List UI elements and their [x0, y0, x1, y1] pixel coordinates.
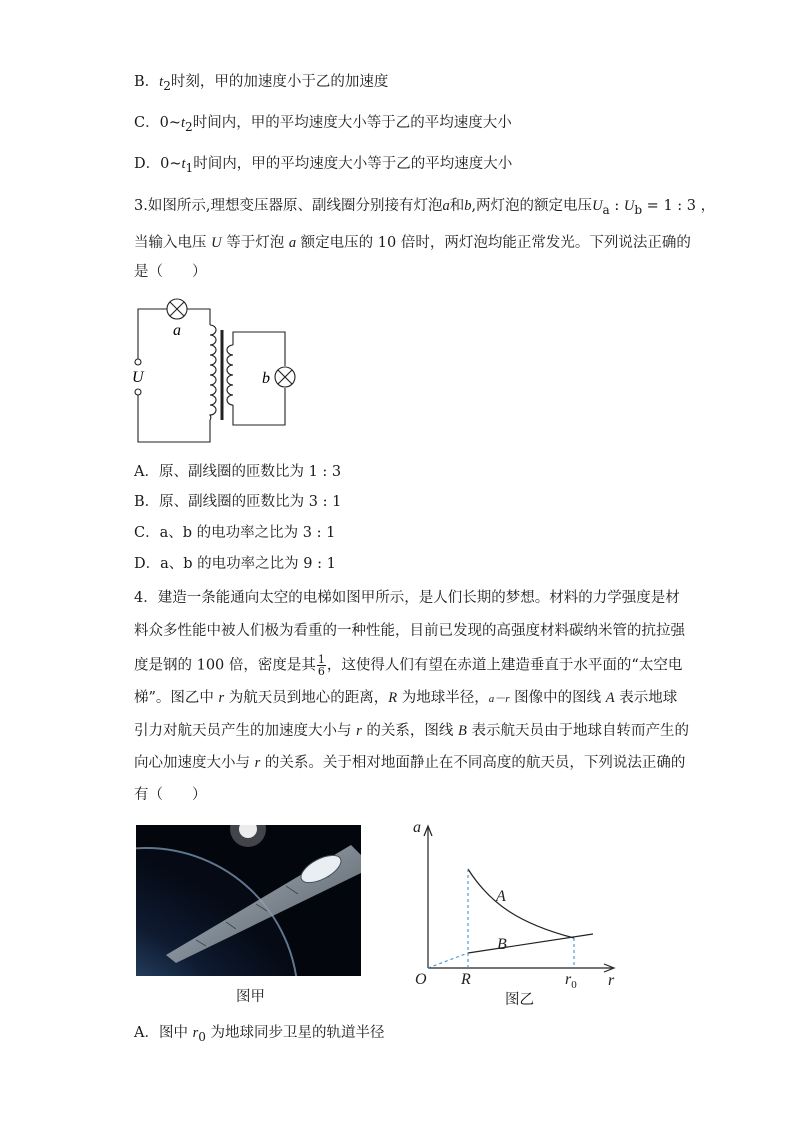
text: 等于灯泡 — [221, 235, 289, 251]
subscript: 2 — [163, 78, 171, 93]
subscript: b — [634, 202, 643, 217]
text: 3.如图所示,理想变压器原、副线圈分别接有灯泡 — [134, 198, 443, 214]
text: 梯”。图乙中 — [134, 690, 219, 706]
text: 为地球半径， — [397, 690, 489, 706]
var-A: A — [605, 690, 615, 706]
text: 向心加速度大小与 — [134, 755, 255, 771]
fraction-denominator: 6 — [317, 665, 325, 678]
text: 图像中的图线 — [509, 690, 606, 706]
q3-stem-line2 — [134, 233, 691, 253]
option-letter: B． — [134, 74, 160, 90]
text: 表示航天员由于地球自转而产生的 — [466, 723, 689, 739]
text: 表示地球 — [614, 690, 678, 706]
figure-caption-jia: 图甲 — [236, 989, 265, 1005]
lamp-b-label: b — [262, 370, 270, 387]
q2-option-b — [134, 72, 388, 96]
q3-option-a: A．原、副线圈的匝数比为 1 : 3 — [134, 464, 342, 480]
q3-stem-line1 — [134, 196, 715, 220]
voltage-label: U — [132, 369, 144, 386]
subscript: 0 — [198, 1029, 206, 1044]
q4-stem-line4 — [134, 688, 677, 709]
q3-option-b: B．原、副线圈的匝数比为 3 : 1 — [134, 494, 342, 510]
var-U: U — [592, 198, 603, 214]
interval-start: 0~ — [159, 115, 181, 131]
q4-stem-line1: 4．建造一条能通向太空的电梯如图甲所示，是人们长期的梦想。材料的力学强度是材 — [134, 590, 680, 606]
var-B: B — [457, 723, 467, 739]
q2-option-c — [134, 113, 512, 137]
q2-option-d — [134, 154, 512, 178]
text: 度是钢的 100 倍，密度是其 — [134, 657, 316, 674]
r0-main: r — [565, 971, 572, 988]
text: 的关系。关于相对地面静止在不同高度的航天员，下列说法正确的 — [260, 755, 686, 771]
q3-option-c: C．a、b 的电功率之比为 3 : 1 — [134, 525, 336, 541]
var-r: r — [356, 723, 362, 739]
line-B-extension — [428, 953, 468, 968]
q4-stem-line6 — [134, 753, 685, 773]
var-U: U — [623, 198, 635, 214]
tick-label-R: R — [461, 971, 471, 988]
q4-stem-line5 — [134, 721, 689, 741]
subscript: 2 — [185, 119, 193, 134]
var-t: t — [181, 156, 186, 172]
y-axis-label: a — [413, 819, 421, 836]
space-elevator-photo — [136, 825, 361, 976]
option-text: 时刻，甲的加速度小于乙的加速度 — [170, 74, 389, 90]
option-text: 时间内，甲的平均速度大小等于乙的平均速度大小 — [192, 115, 512, 131]
text: A．图中 — [134, 1025, 193, 1041]
text: 当输入电压 — [134, 235, 212, 251]
interval-start: 0~ — [160, 156, 182, 172]
fraction-one-sixth — [317, 654, 326, 677]
text: ，这使得人们有望在赤道上建造垂直于水平面的“太空电 — [326, 657, 683, 674]
text: 为地球同步卫星的轨道半径 — [205, 1025, 385, 1041]
var-r: r — [254, 755, 261, 771]
line-B-label: B — [497, 936, 507, 953]
text: ,两灯泡的额定电压 — [471, 198, 593, 214]
q3-stem-line3: 是（ ） — [134, 264, 207, 280]
r0-subscript: 0 — [571, 979, 577, 991]
subscript: 1 — [185, 160, 194, 175]
q4-stem-line3 — [134, 654, 682, 677]
q4-stem-line2: 料众多性能中被人们极为看重的一种性能，目前已发现的高强度材料碳纳米管的抗拉强 — [134, 623, 685, 639]
option-letter: D． — [134, 156, 161, 172]
ratio-value: = 1 : 3 ， — [642, 198, 716, 214]
option-letter: C． — [134, 115, 160, 131]
text: 额定电压的 10 倍时，两灯泡均能正常发光。下列说法正确的 — [296, 235, 691, 251]
var-U: U — [211, 235, 222, 251]
text: 和 — [449, 198, 465, 214]
text: 为航天员到地心的距离， — [224, 690, 389, 706]
q3-option-d: D．a、b 的电功率之比为 9 : 1 — [134, 556, 336, 572]
lamp-a-label: a — [173, 322, 181, 339]
subscript: a — [602, 202, 610, 217]
var-t: t — [180, 115, 186, 131]
a-r-graph — [405, 812, 620, 992]
var-b: b — [464, 198, 472, 214]
fraction-numerator: 1 — [317, 653, 325, 666]
option-text: 时间内，甲的平均速度大小等于乙的平均速度大小 — [193, 156, 513, 172]
q4-option-a — [134, 1023, 385, 1047]
curve-A — [468, 869, 574, 938]
origin-label: O — [415, 971, 427, 988]
transformer-circuit-diagram — [128, 292, 308, 447]
var-R: R — [388, 690, 398, 706]
var-r: r — [192, 1025, 199, 1041]
var-t: t — [159, 74, 164, 90]
text: 引力对航天员产生的加速度大小与 — [134, 723, 357, 739]
var-r: r — [218, 690, 225, 706]
text: 的关系，图线 — [361, 723, 458, 739]
var-a: a — [288, 235, 297, 251]
var-a-r: a－r — [488, 693, 510, 705]
tick-label-r0 — [565, 971, 577, 991]
x-axis-label: r — [608, 972, 615, 989]
curve-A-label: A — [496, 888, 506, 905]
q4-stem-line7: 有（ ） — [134, 787, 207, 803]
colon: : — [609, 198, 624, 214]
var-a: a — [442, 198, 450, 214]
figure-caption-yi: 图乙 — [505, 992, 534, 1008]
